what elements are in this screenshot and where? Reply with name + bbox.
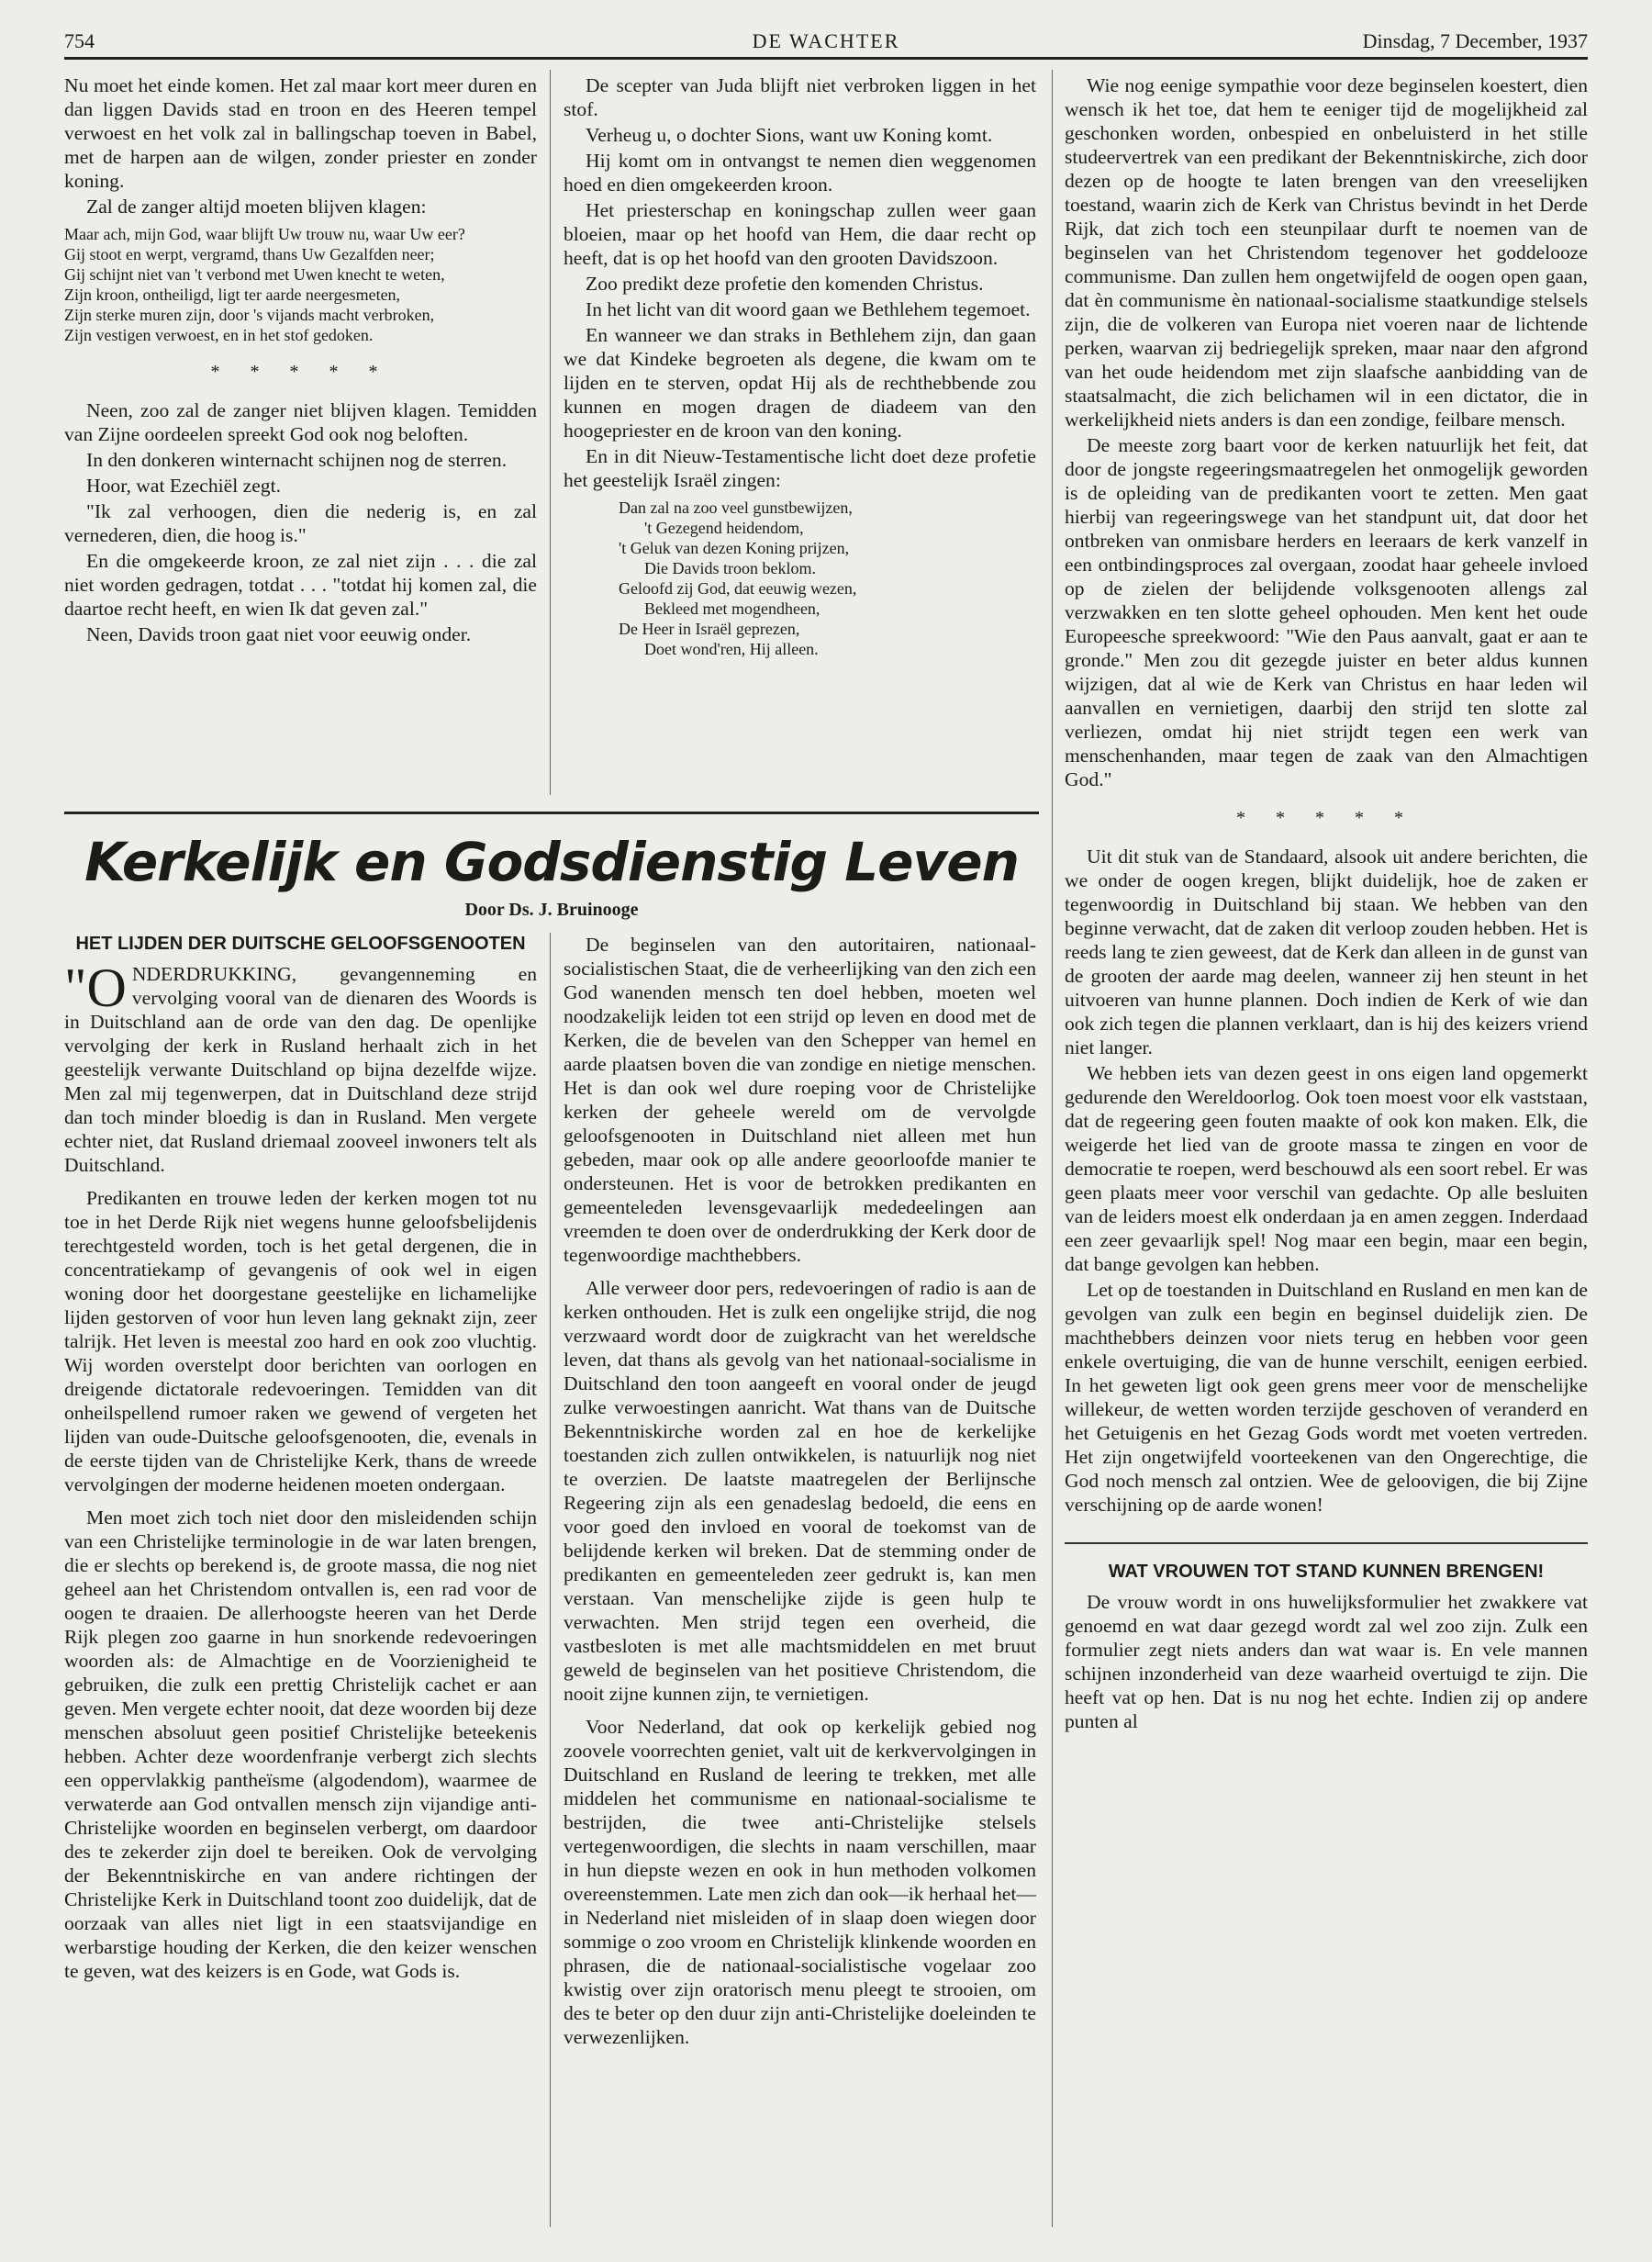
paragraph: Let op de toestanden in Duitschland en Rusland en men kan de gevolgen van zulk een begin en beginsel duidelijk zien. De machthebbers deinzen voor niets terug en hebben voor geen enkele overtuiging, die van de hunne verschilt, eenigen eerbied. In het geweten ligt ook geen grens meer voor de menschelijke willekeur, de wetten worden terzijde geschoven of veranderd en het Getuigenis en het Gezag Gods wordt met voeten vertreden. Het zijn ongetwijfeld voorteekenen van den Ongerechtige, die God noch mensch zal ontzien. Wee de geloovigen, die bij Zijne verschijning op de aarde wonen!	[1065, 1279, 1588, 1516]
paragraph: Men moet zich toch niet door den misleidenden schijn van een Christelijke terminologie in de war laten brengen, die er slechts op berekend is, de groote massa, die nog niet geheel aan het Christendom ontvallen is, een rad voor de oogen te draaien. De allerhoogste heeren van het Derde Rijk plegen zoo gaarne in hun snorkende redevoeringen woorden als: de Almachtige en de Voorzienigheid te gebruiken, die zulk een prettig Christelijk cachet er aan geven. Men vergete echter nooit, dat deze woorden bij deze menschen absoluut geen positief Christelijke beteekenis hebben. Achter deze woordenfranje verbergt zich slechts een oppervlakkig pantheïsme (algodendom), waarmee de verwaterde aan God ontvallen mensch zijn vijandige anti-Christelijke woorden en beginselen verbergt, om daardoor des te zekerder zijn doel te bereiken. Ook de vervolging der Bekenntniskirche en van andere richtingen der Christelijke Kerk in Duitschland toont zoo duidelijk, dat de oorzaak van alles niet ligt in een staatsvijandige en werbarstige houding der Kerken, die den keizer wenschen te geven, wat des keizers is en Gode, wat Gods is.	[64, 1506, 537, 1982]
paragraph: Neen, zoo zal de zanger niet blijven klagen. Temidden van Zijne oordeelen spreekt God ook nog beloften.	[64, 399, 537, 445]
poem-line: Die Davids troon beklom.	[644, 559, 816, 577]
poem	[564, 498, 1036, 659]
paragraph: Alle verweer door pers, redevoeringen of radio is aan de kerken onthouden. Het is zulk een ongelijke strijd, die nog verzwaard wordt door de zuigkracht van het wereldsche leven, dat thans als gevolg van het nationaal-socialisme in Duitschland den toon aangeeft en vooral onder de jeugd zulke verwoestingen aanricht. Wat thans van de Duitsche Bekenntniskirche worden zal en hoe de kerkelijke toestanden zich zullen ontwikkelen, is natuurlijk nog niet te overzien. De laatste maatregelen der Berlijnsche Regeering zijn als een genadeslag bedoeld, die eens en voor goed den invloed en vooral de toekomst van de belijdende kerken wil breken. Dat de stemming onder de predikanten en gemeenteleden zeer gedrukt is, kan men verstaan. Van menschelijke zijde is geen hulp te verwachten. Men strijd tegen een overheid, die vastbesloten is met alle machtsmiddelen en met bruut geweld de beginselen van het positieve Christendom, die nooit zijne kunnen zijn, te vernietigen.	[564, 1277, 1036, 1705]
poem-line: Zijn vestigen verwoest, en in het stof gedoken.	[64, 326, 374, 344]
paragraph: Nu moet het einde komen. Het zal maar kort meer duren en dan liggen Davids stad en troon en des Heeren tempel verwoest en het volk zal in ballingschap toeven in Babel, met de harpen aan de wilgen, zonder priester en zonder koning.	[64, 74, 537, 192]
paragraph: Uit dit stuk van de Standaard, alsook uit andere berichten, die we onder de oogen kregen, blijkt duidelijk, hoe de zaken er tegenwoordig in Duitschland bij staan. We hebben van den beginne verwacht, dat de zaken dit verloop zouden hebben. Het is reeds lang te zien geweest, dat de Kerk dan alleen in de gunst van de grooten der aarde mag deelen, wanneer zij hen steunt in het uitvoeren van hunne plannen. Doch indien de Kerk of wie dan ook zich tegen die plannen verklaart, dan is hij des keizers vriend niet langer.	[1065, 845, 1588, 1058]
poem-line: Gij stoot en werpt, vergramd, thans Uw Gezalfden neer;	[64, 245, 435, 263]
paragraph: De vrouw wordt in ons huwelijksformulier het zwakkere vat genoemd en wat daar gezegd wordt zal wel zoo zijn. Zulk een formulier zegt niets anders dan wat waar is. En vele mannen schijnen inzonderheid van deze waarheid overtuigd te zijn. Die heeft vat op hen. Dat is nu nog het echte. Indien zij op andere punten al	[1065, 1591, 1588, 1732]
column-2-bottom	[564, 933, 1036, 2049]
column-1-top	[64, 73, 537, 646]
paragraph: Zal de zanger altijd moeten blijven klagen:	[86, 196, 427, 218]
article-subheading: HET LIJDEN DER DUITSCHE GELOOFSGENOOTEN	[75, 934, 526, 954]
poem	[64, 224, 537, 345]
drop-cap: "O	[64, 957, 127, 1018]
poem-line: Doet wond'ren, Hij alleen.	[644, 640, 819, 658]
column-1-bottom	[64, 933, 537, 1983]
paragraph: In het licht van dit woord gaan we Bethlehem tegemoet.	[586, 298, 1031, 320]
paragraph: Wie nog eenige sympathie voor deze beginselen koestert, dien wensch ik het toe, dat hem te eeniger tijd de mogelijkheid zal geschonken worden, onbespied en onbeluisterd in het stille studeervertrek van een predikant der Bekenntniskirche, zich door dezen op de hoogte te laten brengen van den vreeselijken toestand, waarin zich de Kerk van Christus bevindt in het Derde Rijk, dat zich toch een steunpilaar durft te noemen van de beginselen van het Christendom tegenover het goddelooze communisme. Dan zullen hem ongetwijfeld de oogen open gaan, dat èn communisme èn nationaal-socialisme staatkundige stelsels zijn, die de volkeren van Europa niet voeren naar de lichtende perken, waarvan zij bedriegelijk spreken, maar naar den afgrond van het oude heidendom met zijn slaafsche aanbidding van de staatsalmacht, die zich belichamen wil in een dictator, die in werkelijkheid niets anders is dan een zondige, feilbare mensch.	[1065, 74, 1588, 431]
byline: Door Ds. J. Bruinooge	[464, 900, 639, 920]
poem-line: Geloofd zij God, dat eeuwig wezen,	[619, 579, 857, 598]
column-divider	[550, 933, 551, 2227]
poem-line: Maar ach, mijn God, waar blijft Uw trouw nu, waar Uw eer?	[64, 225, 465, 243]
publication-name: DE WACHTER	[752, 29, 900, 52]
paragraph: En die omgekeerde kroon, ze zal niet zijn . . . die zal niet worden gedragen, totdat . . . "totdat hij komen zal, die daartoe recht heeft, en wien Ik dat geven zal."	[64, 550, 537, 620]
paragraph: "Ik zal verhoogen, dien die nederig is, en zal vernederen, dien, die hoog is."	[64, 500, 537, 546]
page-header	[64, 26, 1588, 60]
column-2-top	[564, 73, 1036, 666]
poem-line: De Heer in Israël geprezen,	[619, 620, 800, 638]
poem-line: Gij schijnt niet van 't verbond met Uwen knecht te weten,	[64, 265, 445, 284]
column-divider	[550, 70, 551, 795]
poem-line: Bekleed met mogendheen,	[644, 599, 820, 618]
column-divider	[1052, 70, 1053, 2227]
paragraph: In den donkeren winternacht schijnen nog de sterren.	[86, 449, 508, 471]
paragraph: Het priesterschap en koningschap zullen weer gaan bloeien, maar op het hoofd van Hem, die daar recht op heeft, dat is op het hoofd van den grooten Davidszoon.	[564, 199, 1036, 269]
paragraph: Predikanten en trouwe leden der kerken mogen tot nu toe in het Derde Rijk niet wegens hunne geloofsbelijdenis terechtgesteld worden, toch is het getal dergenen, die in concentratiekamp of gevangenis of ook wel in eigen woning door het doorgestane geestelijke en lichamelijke lijden gestorven of voor hun leven lang geknakt zijn, zeer talrijk. Het leven is meestal zoo hard en ook zoo vluchtig. Wij worden overstelpt door berichten van oorlogen en dreigende dictatorale redevoeringen. Temidden van dit onheilspellend rumoer raken we gewend of vergeten het lijden van oude-Duitsche geloofsgenooten, die, evenals in de eerste tijden van de Christelijke Kerk, thans de wreede vervolgingen der moderne heidenen moeten ondergaan.	[64, 1187, 537, 1495]
poem-line: 't Geluk van dezen Koning prijzen,	[619, 539, 850, 557]
poem-line: Zijn kroon, ontheiligd, ligt ter aarde neergesmeten,	[64, 286, 401, 304]
paragraph: Verheug u, o dochter Sions, want uw Koning komt.	[586, 124, 993, 146]
section-rule	[64, 812, 1039, 814]
paragraph: En wanneer we dan straks in Bethlehem zijn, dan gaan we dat Kindeke begroeten als degene, die kwam om te lijden en te sterven, opdat Hij als de rechthebbende zou kunnen en mogen dragen de diadeem van den hoogepriester en de kroon van den koning.	[564, 324, 1036, 442]
paragraph: "ONDERDRUKKING, gevangenneming en vervolging vooral van de dienaren des Woords is in Duitschland aan de orde van den dag. De openlijke vervolging der kerk in Rusland herhaalt zich in het geestelijk verwante Duitschland op bijna dezelfde wijze. Men zal mij tegenwerpen, dat in Duitschland deze strijd dan toch minder bloedig is dan in Rusland. Men vergete echter niet, dat Rusland driemaal zooveel inwoners telt als Duitschland.	[64, 957, 537, 1176]
paragraph: Zoo predikt deze profetie den komenden Christus.	[586, 273, 984, 295]
page-number: 754	[64, 29, 95, 52]
paragraph: En in dit Nieuw-Testamentische licht doet deze profetie het geestelijk Israël zingen:	[564, 445, 1036, 491]
paragraph: Hij komt om in ontvangst te nemen dien weggenomen hoed en dien omgekeerden kroon.	[564, 150, 1036, 196]
paragraph: De beginselen van den autoritairen, nationaal-socialistischen Staat, die de verheerlijking van den zich een God wanenden mensch ten doel hebben, moeten wel noodzakelijk leiden tot een strijd op leven en dood met de Kerken, die de bevelen van den Schepper van hemel en aarde plaatsen boven die van zondige en nietige menschen. Het is dan ook wel dure roeping voor de Christelijke kerken der geheele wereld om de vervolgde geloofsgenooten in Duitschland niet alleen met hun gebeden, maar ook op alle andere geoorloofde manier te ondersteunen. Het is voor de betrokken predikanten en gemeenteleden levensgevaarlijk mededeelingen aan vreemden te doen over de onderdrukking der Kerk door de tegenwoordige machthebbers.	[564, 934, 1036, 1266]
paragraph: De scepter van Juda blijft niet verbroken liggen in het stof.	[564, 74, 1036, 120]
issue-date: Dinsdag, 7 December, 1937	[1362, 29, 1588, 52]
poem-line: 't Gezegend heidendom,	[644, 519, 804, 537]
paragraph: De meeste zorg baart voor de kerken natuurlijk het feit, dat door de jongste regeeringsmaatregelen het onmogelijk geworden is de opleiding van de predikanten voort te zetten. Men gaat hierbij van regeeringswege van het standpunt uit, dat door het ontbreken van onmisbare herders en leeraars de kerk vanzelf in een ontbindingsproces zal overgaan, zoodat haar geheele invloed op de zielen der belijdende volksgenooten allengs zal verzwakken en ten slotte geheel ophouden. Men kent het oude Europeesche spreekwoord: "Wie den Paus aanvalt, gaat er aan te gronde." Men zou dit gezegde juister en beter aldus kunnen wijzigen, dat al wie de Kerk van Christus en haar leden wil aanvallen en vernietigen, daarbij den strijd ten slotte zal verliezen, omdat hij niet strijdt tegen een werk van menschenhanden, maar tegen de zaak van den Almachtigen God."	[1065, 434, 1588, 790]
paragraph: Voor Nederland, dat ook op kerkelijk gebied nog zoovele voorrechten geniet, valt uit de kerkvervolgingen in Duitschland en Rusland de leering te trekken, met alle middelen het communisme en nationaal-socialisme te bestrijden, die twee anti-Christelijke stelsels vertegenwoordigen, die slechts in naam verschillen, maar in hun diepste wezen en ook in hun methoden volkomen overeenstemmen. Late men zich dan ook—ik herhaal het—in Nederland niet misleiden of in slaap doen wiegen door sommige o zoo vroom en Christelijk klinkende woorden en phrasen, die de nationaal-socialistische vogelaar zoo kwistig over zijn oratorisch menu pleegt te strooien, om des te beter op den duur zijn anti-Christelijke doeleinden te verwezenlijken.	[564, 1716, 1036, 2048]
paragraph: Hoor, wat Ezechiël zegt.	[86, 475, 281, 497]
article-rule	[1065, 1542, 1588, 1544]
article-subheading: WAT VROUWEN TOT STAND KUNNEN BRENGEN!	[1108, 1562, 1545, 1582]
column-3	[1065, 73, 1588, 1733]
section-separator: * * * * *	[210, 362, 391, 382]
poem-line: Dan zal na zoo veel gunstbewijzen,	[619, 498, 853, 517]
paragraph: We hebben iets van dezen geest in ons eigen land opgemerkt gedurende den Wereldoorlog. Ook toen moest voor elk vaststaan, dat de regeering geen fouten maakte of ook kon maken. Elk, die weigerde het lied van de groote massa te zingen en voor de democratie te roepen, werd beschouwd als een soort rebel. Er was geen plaats meer voor verschil van gedachte. Op alle besluiten van de leiders moest elk onderdaan ja en amen zeggen. Inderdaad een zeer gevaarlijk spel! Nog maar een begin, maar een begin, dat bange gevolgen kan hebben.	[1065, 1062, 1588, 1275]
section-title: Kerkelijk en Godsdienstig Leven	[84, 831, 1019, 893]
paragraph: Neen, Davids troon gaat niet voor eeuwig onder.	[86, 623, 472, 645]
poem-line: Zijn sterke muren zijn, door 's vijands macht verbroken,	[64, 306, 435, 324]
section-separator: * * * * *	[1236, 808, 1416, 828]
